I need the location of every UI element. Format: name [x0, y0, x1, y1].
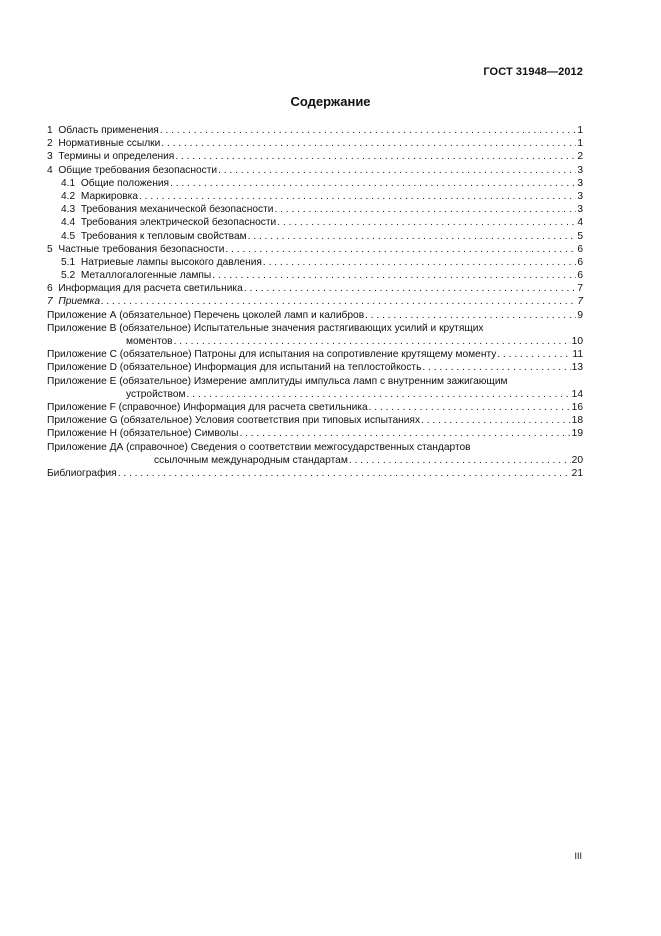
page-title: Содержание: [290, 94, 371, 109]
toc-annex-a[interactable]: [47, 309, 583, 322]
toc-number: 4.2: [61, 190, 76, 202]
toc-page: 13: [571, 362, 583, 374]
toc-page: 3: [577, 204, 583, 216]
toc-number: 6: [47, 283, 53, 295]
toc-entry-4-5[interactable]: [47, 230, 583, 243]
toc-text: Натриевые лампы высокого давления: [80, 256, 262, 268]
toc-entry-5-1[interactable]: [47, 256, 583, 269]
toc-annex-f[interactable]: [47, 401, 583, 414]
toc-text: Приложение Е (обязательное) Измерение амплитуды импульса ламп с внутренним зажигающим: [47, 375, 508, 387]
toc-bibliography[interactable]: [47, 467, 583, 480]
toc-page: 5: [577, 230, 583, 242]
toc-text: Приемка: [58, 296, 101, 308]
toc-page: 14: [571, 388, 583, 400]
toc-entry-7[interactable]: [47, 295, 583, 308]
toc-text: Приложение В (обязательное) Испытательные значения растягивающих усилий и крутящих: [47, 322, 484, 334]
toc-page: 11: [572, 349, 583, 361]
toc-number: 5: [47, 243, 53, 255]
toc-number: 5.2: [61, 270, 76, 282]
toc-text: Приложение F (справочное) Информация для расчета светильника: [47, 401, 368, 413]
page-number: III: [574, 851, 582, 861]
toc-text: Требования электрической безопасности: [80, 217, 277, 229]
toc-entry-4-4[interactable]: [47, 216, 583, 229]
toc-text: Библиография: [47, 467, 117, 479]
toc-text: Общие требования безопасности: [58, 164, 218, 176]
toc-entry-4-2[interactable]: [47, 190, 583, 203]
toc-number: 3: [47, 151, 53, 163]
document-id: ГОСТ 31948—2012: [483, 66, 583, 78]
toc-page: 16: [571, 401, 583, 413]
toc-text: Общие положения: [80, 177, 170, 189]
toc-text: Требования механической безопасности: [80, 204, 274, 216]
toc-text: Область применения: [58, 125, 159, 136]
toc-entry-4[interactable]: [47, 164, 583, 177]
toc-annex-c[interactable]: [47, 348, 583, 361]
toc-text: Информация для расчета светильника: [58, 283, 243, 295]
toc-annex-d[interactable]: [47, 361, 583, 374]
toc-page: 7: [577, 296, 583, 308]
toc-text-continued: моментов: [126, 336, 173, 347]
toc-text: Требования к тепловым свойствам: [80, 230, 247, 242]
toc-number: 4.5: [61, 230, 76, 242]
toc-entry-1[interactable]: [47, 124, 583, 137]
toc-number: 4: [47, 164, 53, 176]
toc-page: 2: [577, 151, 583, 163]
toc-page: 3: [577, 164, 583, 176]
toc-page: 3: [577, 190, 583, 202]
toc-number: 4.1: [61, 177, 76, 189]
toc-text: Нормативные ссылки: [58, 138, 161, 150]
toc-text: Металлогалогенные лампы: [80, 270, 212, 282]
table-of-contents: [47, 124, 583, 480]
toc-text: Приложение С (обязательное) Патроны для испытания на сопротивление крутящему моменту: [47, 349, 497, 361]
toc-number: 1: [47, 125, 53, 136]
toc-page: 1: [577, 125, 583, 136]
toc-annex-da[interactable]: [47, 441, 583, 467]
toc-entry-6[interactable]: [47, 282, 583, 295]
toc-entry-3[interactable]: [47, 150, 583, 163]
toc-page: 18: [571, 415, 583, 427]
toc-page: 6: [577, 270, 583, 282]
toc-number: 4.3: [61, 204, 76, 216]
toc-text: Приложение D (обязательное) Информация для испытаний на теплостойкость: [47, 362, 422, 374]
toc-number: 2: [47, 138, 53, 150]
toc-page: 21: [571, 467, 583, 479]
toc-page: 6: [577, 243, 583, 255]
toc-page: 20: [571, 454, 583, 466]
toc-page: 7: [577, 283, 583, 295]
toc-annex-e[interactable]: [47, 375, 583, 401]
toc-text: Приложение ДА (справочное) Сведения о соответствии межгосударственных стандартов: [47, 441, 471, 453]
toc-page: 3: [577, 177, 583, 189]
toc-page: 1: [577, 138, 583, 150]
toc-text-continued: устройством: [126, 388, 186, 400]
toc-entry-4-1[interactable]: [47, 177, 583, 190]
toc-text: Частные требования безопасности: [58, 243, 225, 255]
toc-annex-b[interactable]: [47, 322, 583, 348]
toc-number: 4.4: [61, 217, 76, 229]
toc-text: Маркировка: [80, 190, 139, 202]
toc-text: Приложение Н (обязательное) Символы: [47, 428, 239, 440]
toc-entry-2[interactable]: [47, 137, 583, 150]
toc-page: 4: [577, 217, 583, 229]
toc-number: 7: [47, 296, 53, 308]
toc-text-continued: ссылочным международным стандартам: [154, 454, 348, 466]
toc-entry-5[interactable]: [47, 243, 583, 256]
toc-text: Термины и определения: [58, 151, 175, 163]
toc-text: Приложение А (обязательное) Перечень цоколей ламп и калибров: [47, 309, 365, 321]
toc-page: 6: [577, 256, 583, 268]
toc-annex-g[interactable]: [47, 414, 583, 427]
toc-text: Приложение G (обязательное) Условия соответствия при типовых испытаниях: [47, 415, 421, 427]
toc-page: 19: [571, 428, 583, 440]
toc-number: 5.1: [61, 256, 76, 268]
toc-annex-h[interactable]: [47, 427, 583, 440]
toc-page: 9: [577, 309, 583, 321]
toc-entry-4-3[interactable]: [47, 203, 583, 216]
toc-entry-5-2[interactable]: [47, 269, 583, 282]
toc-page: 10: [571, 336, 583, 347]
